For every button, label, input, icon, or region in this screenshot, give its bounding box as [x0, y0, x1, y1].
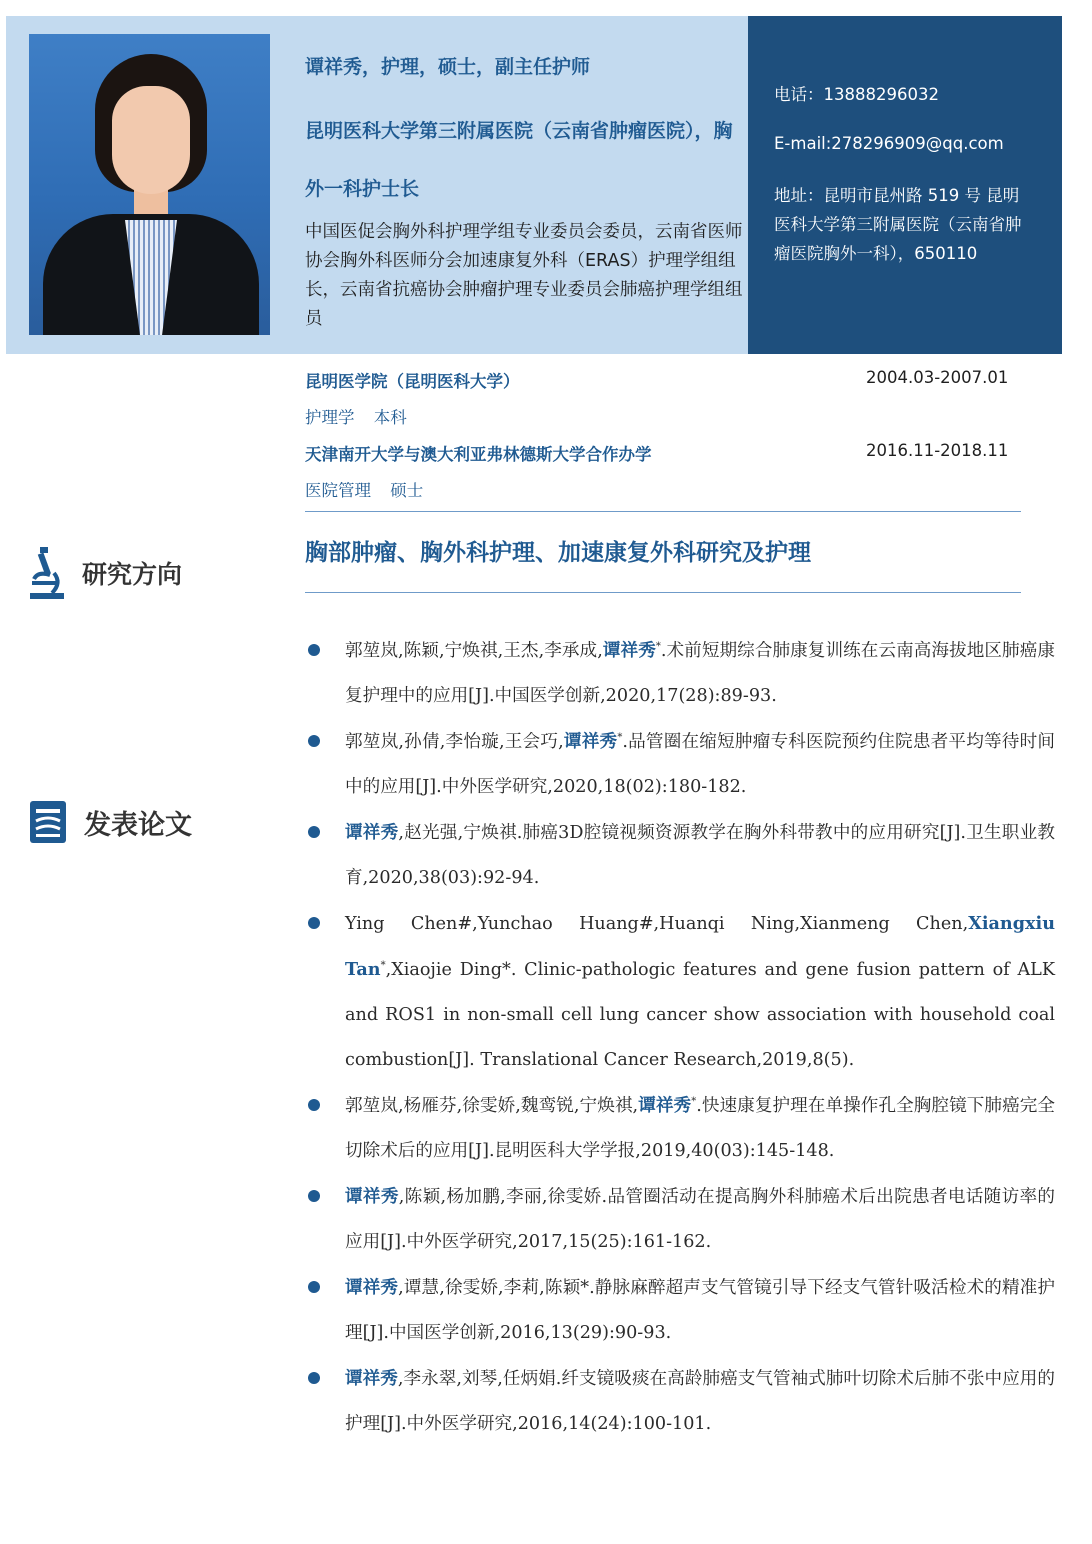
publication-citation: .快速康复护理在单操作孔全胸腔镜下肺癌完全切除术后的应用[J].昆明医科大学学报,2019,40(03):145-148. — [345, 1096, 1055, 1161]
microscope-icon — [28, 545, 66, 601]
corresponding-mark: * — [617, 732, 623, 744]
contact-panel — [748, 16, 1062, 354]
publication-citation: ,谭慧,徐雯娇,李莉,陈颖*.静脉麻醉超声支气管镜引导下经支气管针吸活检术的精准护理[J].中国医学创新,2016,13(29):90-93. — [345, 1278, 1055, 1343]
publication-item — [305, 810, 1055, 901]
publication-item — [305, 1265, 1055, 1356]
research-direction-text: 胸部肿瘤、胸外科护理、加速康复外科研究及护理 — [305, 540, 811, 566]
publication-item — [305, 1356, 1055, 1447]
divider — [305, 592, 1021, 593]
publication-item — [305, 1174, 1055, 1265]
education-institution: 天津南开大学与澳大利亚弗林德斯大学合作办学 — [305, 445, 652, 464]
education-degree: 护理学 本科 — [305, 408, 407, 427]
education-date: 2004.03-2007.01 — [866, 368, 1009, 387]
divider — [305, 511, 1021, 512]
contact-email: E-mail:278296909@qq.com — [774, 134, 1004, 153]
research-section-title: 研究方向 — [82, 560, 183, 589]
contact-address: 地址：昆明市昆州路 519 号 昆明医科大学第三附属医院（云南省肿瘤医院胸外一科），650110 — [774, 186, 1022, 263]
photo-face — [112, 86, 190, 194]
publication-highlight-author: 谭祥秀 — [345, 1368, 398, 1389]
publication-highlight-author: 谭祥秀 — [345, 1277, 399, 1298]
document-icon — [28, 799, 68, 845]
publication-item — [305, 628, 1055, 719]
contact-phone: 电话：13888296032 — [774, 85, 939, 104]
publication-highlight-author: 谭祥秀 — [602, 640, 656, 661]
profile-roles: 中国医促会胸外科护理学组专业委员会委员，云南省医师协会胸外科医师分会加速康复外科（ERAS）护理学组组长，云南省抗癌协会肿瘤护理专业委员会肺癌护理学组组员 — [305, 222, 743, 329]
publication-authors: 郭堃岚,陈颖,宁焕祺,王杰,李承成, — [345, 641, 603, 661]
publication-highlight-author: Xiangxiu Tan — [345, 913, 1055, 980]
profile-name-line: 谭祥秀，护理，硕士，副主任护师 — [305, 56, 591, 78]
education-institution: 昆明医学院（昆明医科大学） — [305, 372, 520, 391]
publication-highlight-author: 谭祥秀 — [638, 1095, 692, 1116]
publication-authors: 郭堃岚,孙倩,李怡璇,王会巧, — [345, 732, 564, 752]
publications-section-title: 发表论文 — [84, 809, 192, 841]
publication-citation: ,赵光强,宁焕祺.肺癌3D腔镜视频资源教学在胸外科带教中的应用研究[J].卫生职业教育,2020,38(03):92-94. — [345, 823, 1055, 888]
publication-citation: .术前短期综合肺康复训练在云南高海拔地区肺癌康复护理中的应用[J].中国医学创新,2020,17(28):89-93. — [345, 641, 1055, 706]
publication-item — [305, 901, 1055, 1083]
publication-highlight-author: 谭祥秀 — [345, 822, 399, 843]
publication-citation: .品管圈在缩短肿瘤专科医院预约住院患者平均等待时间中的应用[J].中外医学研究,2020,18(02):180-182. — [345, 732, 1055, 797]
publication-authors: Ying Chen#,Yunchao Huang#,Huanqi Ning,Xianmeng Chen, — [345, 914, 969, 934]
profile-affiliation: 昆明医科大学第三附属医院（云南省肿瘤医院），胸外一科护士长 — [305, 120, 733, 200]
education-degree: 医院管理 硕士 — [305, 481, 424, 500]
corresponding-mark: * — [655, 641, 661, 653]
publication-citation: ,Xiaojie Ding*. Clinic-pathologic features and gene fusion pattern of ALK and ROS1 in non-small cell lung cancer show association with household coal combustion[J]. Translational Cancer Research,2019,8(5). — [345, 960, 1055, 1070]
publication-list — [305, 628, 1055, 1447]
publication-highlight-author: 谭祥秀 — [345, 1186, 399, 1207]
publication-item — [305, 1083, 1055, 1174]
corresponding-mark: * — [380, 960, 386, 972]
publication-authors: 郭堃岚,杨雁芬,徐雯娇,魏鸾锐,宁焕祺, — [345, 1096, 639, 1116]
publication-highlight-author: 谭祥秀 — [563, 731, 618, 752]
publication-citation: ,陈颖,杨加鹏,李丽,徐雯娇.品管圈活动在提高胸外科肺癌术后出院患者电话随访率的应用[J].中外医学研究,2017,15(25):161-162. — [345, 1187, 1055, 1252]
research-section-heading — [28, 545, 182, 601]
publications-section-heading — [28, 799, 192, 845]
profile-photo — [29, 34, 270, 335]
corresponding-mark: * — [691, 1096, 697, 1108]
publication-item — [305, 719, 1055, 810]
education-date: 2016.11-2018.11 — [866, 441, 1009, 460]
publication-citation: ,李永翠,刘琴,任炳娟.纤支镜吸痰在高龄肺癌支气管袖式肺叶切除术后肺不张中应用的护理[J].中外医学研究,2016,14(24):100-101. — [345, 1369, 1055, 1434]
